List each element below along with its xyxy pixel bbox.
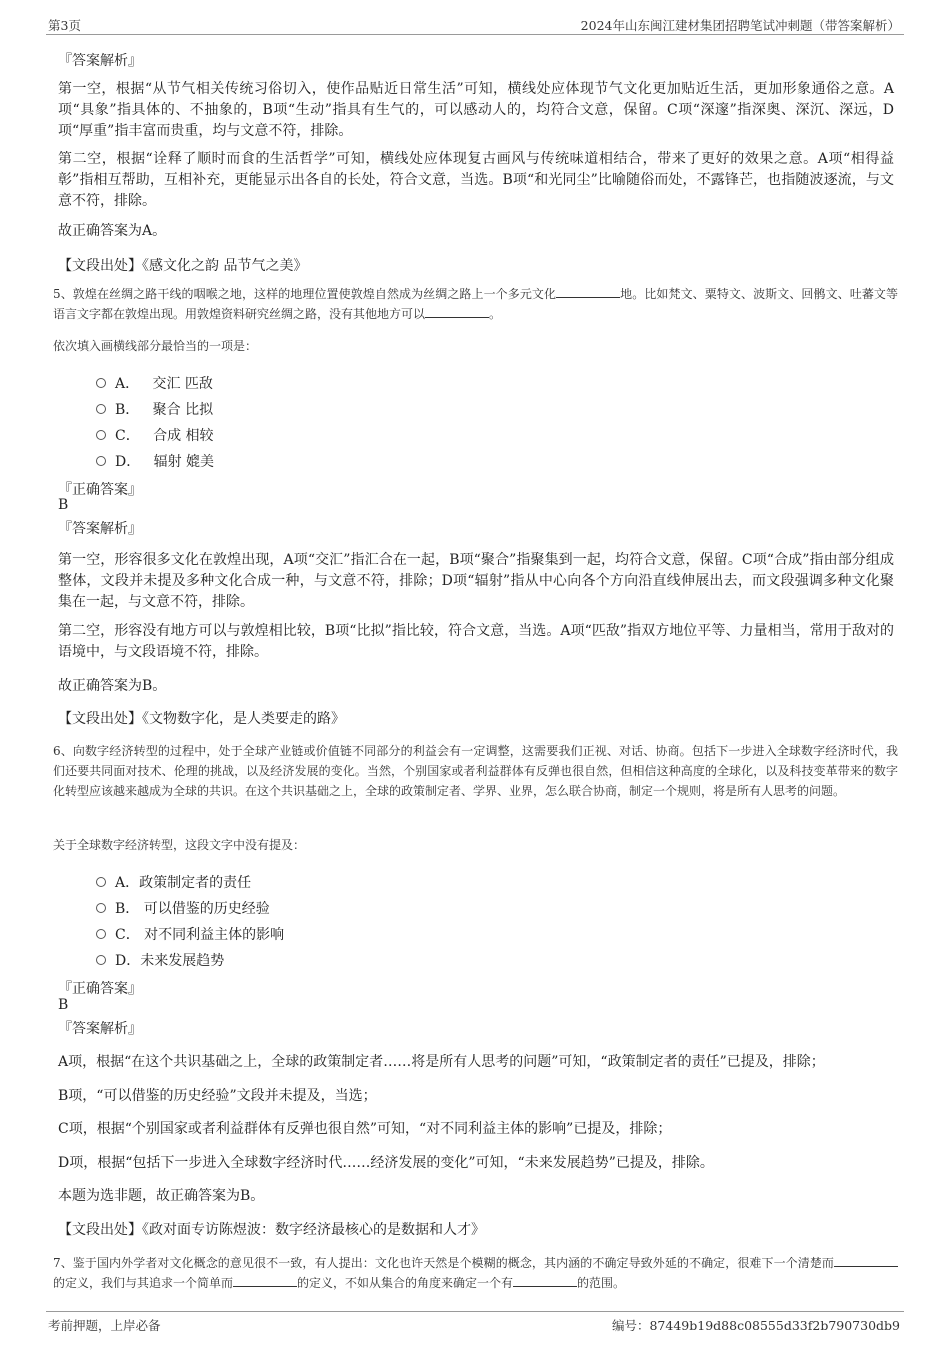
- correct-answer-label: 『正确答案』: [58, 482, 142, 498]
- option-label: A．: [115, 376, 140, 392]
- option-label: D．: [115, 953, 141, 969]
- option-text: 交汇 匹敌: [152, 376, 213, 392]
- option-text: 可以借鉴的历史经验: [143, 901, 270, 917]
- correct-answer-label: 『正确答案』: [58, 981, 142, 997]
- option-b[interactable]: [96, 399, 213, 419]
- question-stem-text: 地。比如梵文、粟特文、波斯文、回鹘文、吐蕃文等语言文字都在敦煌出现。用敦煌资料研究丝绸之路，没有其他地方可以: [53, 287, 898, 321]
- question-stem: [53, 284, 898, 324]
- option-c[interactable]: [96, 425, 214, 445]
- page-number: 第3页: [48, 18, 81, 33]
- option-b[interactable]: [96, 898, 270, 918]
- footer-slogan: 考前押题，上岸必备: [48, 1318, 161, 1333]
- question-stem: 6、向数字经济转型的过程中，处于全球产业链或价值链不同部分的利益会有一定调整，这需要我们正视、对话、协商。包括下一步进入全球数字经济时代，我们还要共同面对技术、伦理的挑战，以及经济发展的变化。当然，个别国家或者利益群体有反弹也很自然，但相信这种高度的全球化，以及科技变革带来的数字化转型应该越来越成为全球的共识。在这个共识基础之上，全球的政策制定者、学界、业界，怎么联合协商，制定一个规则，将是所有人思考的问题。: [53, 744, 898, 798]
- analysis-line: D项，根据“包括下一步进入全球数字经济时代……经济发展的变化”可知，“未来发展趋势”已提及，排除。: [58, 1155, 714, 1171]
- fill-blank: [233, 1274, 297, 1287]
- option-text: 政策制定者的责任: [139, 875, 252, 891]
- option-label: A．: [115, 875, 140, 891]
- fill-blank: [834, 1254, 898, 1267]
- analysis-label: 『答案解析』: [58, 1021, 142, 1037]
- analysis-label: 『答案解析』: [58, 521, 142, 537]
- correct-answer: B: [58, 497, 69, 513]
- fill-blank: [425, 305, 489, 318]
- analysis-label: 『答案解析』: [58, 53, 142, 69]
- answer-conclusion: 故正确答案为A。: [58, 223, 167, 239]
- question-stem-text: 7、鉴于国内外学者对文化概念的意见很不一致，有人提出：文化也许天然是个模糊的概念，其内涵的不确定导致外延的不确定，很难下一个清楚而: [53, 1256, 834, 1270]
- question-stem-text: 。: [489, 307, 502, 321]
- question-stem-text: 的范围。: [577, 1276, 626, 1290]
- option-label: B．: [115, 901, 140, 917]
- source-citation: 【文段出处】《文物数字化，是人类要走的路》: [58, 711, 345, 727]
- option-text: 合成 相较: [153, 428, 214, 444]
- analysis-line: B项，“可以借鉴的历史经验”文段并未提及，当选；: [58, 1088, 377, 1104]
- radio-icon[interactable]: [96, 430, 106, 440]
- radio-icon[interactable]: [96, 378, 106, 388]
- radio-icon[interactable]: [96, 929, 106, 939]
- source-citation: 【文段出处】《政对面专访陈煜波：数字经济最核心的是数据和人才》: [58, 1222, 485, 1238]
- document-code: 编号：87449b19d88c08555d33f2b790730db9: [611, 1318, 900, 1333]
- analysis-paragraph: 第一空，形容很多文化在敦煌出现，A项“交汇”指汇合在一起，B项“聚合”指聚集到一起，均符合文意，保留。C项“合成”指由部分组成整体，文段并未提及多种文化合成一种，与文意不符，排除；D项“辐射”指从中心向各个方向沿直线伸展出去，而文段强调多种文化聚集在一起，与文意不符，排除。: [58, 552, 894, 610]
- correct-answer: B: [58, 997, 69, 1013]
- page-header: [46, 14, 904, 35]
- question-stem: [53, 1253, 898, 1293]
- analysis-paragraph: 第二空，形容没有地方可以与敦煌相比较，B项“比拟”指比较，符合文意，当选。A项“匹敌”指双方地位平等、力量相当，常用于敌对的语境中，与文段语境不符，排除。: [58, 623, 894, 660]
- option-a[interactable]: [96, 872, 251, 892]
- option-label: B．: [115, 402, 140, 418]
- radio-icon[interactable]: [96, 955, 106, 965]
- question-stem-text: 的定义，不如从集合的角度来确定一个有: [297, 1276, 514, 1290]
- radio-icon[interactable]: [96, 877, 106, 887]
- option-c[interactable]: [96, 924, 284, 944]
- analysis-paragraph: 第一空，根据“从节气相关传统习俗切入，使作品贴近日常生活”可知，横线处应体现节气文化更加贴近生活，更加形象通俗之意。A项“具象”指具体的、不抽象的，B项“生动”指具有生气的，可以感动人的，均符合文意，保留。C项“深邃”指深奥、深沉、深远，D项“厚重”指丰富而贵重，均与文意不符，排除。: [58, 81, 894, 139]
- option-label: C．: [115, 927, 140, 943]
- answer-conclusion: 故正确答案为B。: [58, 678, 167, 694]
- question-stem-text: 的定义，我们与其追求一个简单而: [53, 1276, 234, 1290]
- option-text: 未来发展趋势: [140, 953, 225, 969]
- radio-icon[interactable]: [96, 404, 106, 414]
- option-label: C．: [115, 428, 140, 444]
- radio-icon[interactable]: [96, 456, 106, 466]
- option-d[interactable]: [96, 451, 214, 471]
- answer-conclusion: 本题为选非题，故正确答案为B。: [58, 1188, 265, 1204]
- source-citation: 【文段出处】《感文化之韵 品节气之美》: [58, 258, 308, 274]
- analysis-line: A项，根据“在这个共识基础之上，全球的政策制定者……将是所有人思考的问题”可知，“政策制定者的责任”已提及，排除；: [58, 1054, 825, 1070]
- option-text: 聚合 比拟: [152, 402, 214, 418]
- question-stem-text: 5、敦煌在丝绸之路干线的咽喉之地，这样的地理位置使敦煌自然成为丝绸之路上一个多元文化: [53, 287, 557, 301]
- radio-icon[interactable]: [96, 903, 106, 913]
- option-text: 对不同利益主体的影响: [144, 927, 285, 943]
- fill-blank: [556, 285, 620, 298]
- analysis-line: C项，根据“个别国家或者利益群体有反弹也很自然”可知，“对不同利益主体的影响”已提及，排除；: [58, 1121, 672, 1137]
- document-title: 2024年山东闽江建材集团招聘笔试冲刺题（带答案解析）: [580, 18, 900, 33]
- fill-blank: [513, 1274, 577, 1287]
- analysis-paragraph: 第二空，根据“诠释了顺时而食的生活哲学”可知，横线处应体现复古画风与传统味道相结合，带来了更好的效果之意。A项“相得益彰”指相互帮助，互相补充，更能显示出各自的长处，符合文意，当选。B项“和光同尘”比喻随俗而处，不露锋芒，也指随波逐流，与文意不符，排除。: [58, 151, 894, 209]
- option-d[interactable]: [96, 950, 224, 970]
- option-a[interactable]: [96, 373, 213, 393]
- question-prompt: 关于全球数字经济转型，这段文字中没有提及：: [53, 838, 306, 852]
- option-text: 辐射 媲美: [153, 454, 215, 470]
- page-footer: [46, 1311, 904, 1332]
- question-prompt: 依次填入画横线部分最恰当的一项是：: [53, 339, 258, 353]
- option-label: D．: [115, 454, 141, 470]
